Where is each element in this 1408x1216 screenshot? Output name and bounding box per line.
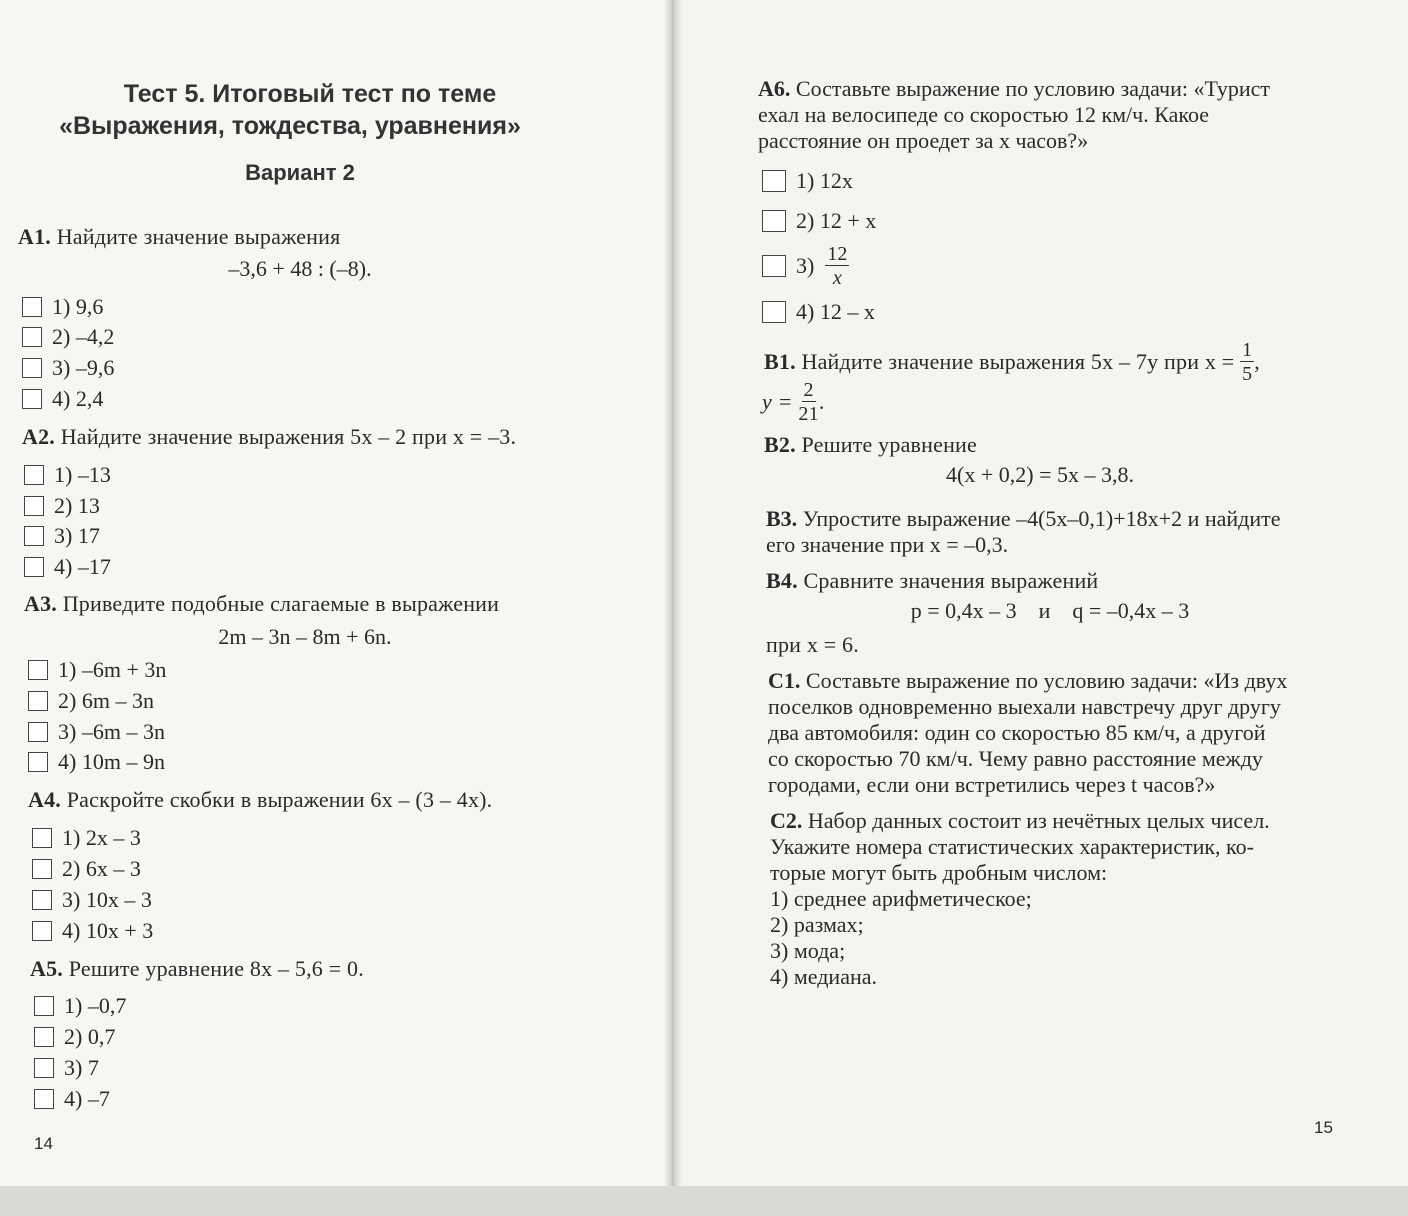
question-a3: [24, 591, 499, 617]
question-id: B3.: [766, 506, 798, 531]
question-text: Сравните значения выражений: [803, 568, 1099, 593]
checkbox[interactable]: [24, 557, 44, 577]
a1-option-4[interactable]: [22, 386, 103, 412]
test-title-line2: «Выражения, тождества, уравнения»: [59, 112, 521, 140]
checkbox[interactable]: [32, 921, 52, 941]
question-text-line: городами, если они встретились через t часов?»: [768, 772, 1216, 797]
question-c2: [770, 808, 1340, 990]
checkbox[interactable]: [24, 496, 44, 516]
question-text: Найдите значение выражения 5x – 2 при x = –3.: [60, 424, 517, 449]
book-gutter: [664, 0, 682, 1216]
fraction-denominator: 5: [1242, 363, 1253, 385]
question-id: B2.: [764, 432, 796, 457]
a3-expression: 2m – 3n – 8m + 6n.: [218, 624, 392, 649]
question-id: A6.: [758, 76, 791, 101]
page-number-left: 14: [34, 1134, 53, 1153]
question-id: C1.: [768, 668, 801, 693]
checkbox[interactable]: [32, 828, 52, 848]
question-text: Раскройте скобки в выражении 6x – (3 – 4x).: [66, 787, 493, 812]
checkbox[interactable]: [28, 691, 48, 711]
b4-condition: при x = 6.: [766, 632, 859, 657]
checkbox[interactable]: [24, 526, 44, 546]
a3-option-2[interactable]: [28, 688, 154, 714]
question-text-line: его значение при x = –0,3.: [766, 532, 1009, 557]
option-label: 3) –6m – 3n: [58, 719, 165, 744]
checkbox[interactable]: [762, 170, 786, 192]
a5-option-4[interactable]: [34, 1086, 110, 1112]
b1-x-fraction: [1240, 340, 1254, 384]
checkbox[interactable]: [762, 301, 786, 323]
checkbox[interactable]: [32, 890, 52, 910]
option-label: 4) –7: [64, 1086, 110, 1111]
question-text: Найдите значение выражения: [56, 224, 341, 249]
a6-option-1[interactable]: [762, 168, 853, 194]
option-label: 3) –9,6: [52, 355, 115, 380]
question-id: A1.: [18, 224, 51, 249]
option-label: 4) 2,4: [52, 386, 104, 411]
y-label: y =: [762, 389, 793, 414]
question-text: Найдите значение выражения 5x – 7y при x =: [801, 349, 1235, 374]
a2-option-1[interactable]: [24, 462, 111, 488]
option-label: 4) 12 – x: [796, 299, 875, 324]
option-label: 3) 10x – 3: [62, 887, 152, 912]
question-id: A5.: [30, 956, 63, 981]
a1-option-1[interactable]: [22, 294, 103, 320]
b2-equation: 4(x + 0,2) = 5x – 3,8.: [946, 462, 1134, 487]
question-text-line: расстояние он проедет за x часов?»: [758, 128, 1089, 153]
question-id: B1.: [764, 349, 796, 374]
option-label: 1) 9,6: [52, 294, 104, 319]
punctuation: .: [818, 389, 825, 414]
a5-option-2[interactable]: [34, 1024, 115, 1050]
option-label: 4) –17: [54, 554, 111, 579]
fraction-denominator: x: [832, 267, 842, 289]
question-a5: [30, 956, 364, 982]
a3-option-3[interactable]: [28, 719, 165, 745]
option-label: 4) 10x + 3: [62, 918, 154, 943]
checkbox[interactable]: [34, 1089, 54, 1109]
option-label: 1) –13: [54, 462, 111, 487]
question-a4: [28, 787, 492, 813]
checkbox[interactable]: [32, 859, 52, 879]
question-b3: [766, 506, 1336, 558]
fraction-numerator: 1: [1242, 339, 1253, 361]
question-id: A3.: [24, 591, 57, 616]
question-text-line: ехал на велосипеде со скоростью 12 км/ч. Какое: [758, 102, 1209, 127]
a1-option-2[interactable]: [22, 324, 114, 350]
a1-option-3[interactable]: [22, 355, 114, 381]
b1-y-fraction: [798, 380, 818, 424]
a5-option-1[interactable]: [34, 993, 126, 1019]
checkbox[interactable]: [28, 722, 48, 742]
checkbox[interactable]: [28, 660, 48, 680]
option-label: 3): [796, 253, 815, 278]
question-text: Приведите подобные слагаемые в выражении: [62, 591, 500, 616]
checkbox[interactable]: [22, 297, 42, 317]
a2-option-4[interactable]: [24, 554, 111, 580]
variant-label: Вариант 2: [245, 160, 355, 185]
question-text-line: поселков одновременно выехали навстречу друг другу: [768, 694, 1281, 719]
question-b1: [764, 340, 1260, 384]
option-label: 1) 12x: [796, 168, 853, 193]
option-label: 4) 10m – 9n: [58, 749, 165, 774]
a5-option-3[interactable]: [34, 1055, 99, 1081]
option-label: 1) –0,7: [64, 993, 127, 1018]
option-label: 1) –6m + 3n: [58, 657, 167, 682]
question-text-line: Упростите выражение –4(5x–0,1)+18x+2 и найдите: [802, 506, 1281, 531]
option-label: 2) 6x – 3: [62, 856, 141, 881]
checkbox[interactable]: [22, 358, 42, 378]
checkbox[interactable]: [24, 465, 44, 485]
page-number-right: 15: [1314, 1118, 1333, 1137]
checkbox[interactable]: [34, 1058, 54, 1078]
checkbox[interactable]: [34, 1027, 54, 1047]
a4-option-1[interactable]: [32, 825, 141, 851]
list-item: 3) мода;: [770, 938, 846, 963]
question-text-line: Укажите номера статистических характеристик, ко-: [770, 834, 1254, 859]
punctuation: ,: [1254, 349, 1260, 374]
a6-fraction: [825, 244, 849, 288]
question-b2: [764, 432, 977, 458]
a2-option-3[interactable]: [24, 523, 100, 549]
option-label: 2) –4,2: [52, 324, 115, 349]
a4-option-3[interactable]: [32, 887, 152, 913]
question-text-line: Составьте выражение по условию задачи: «Турист: [795, 76, 1270, 101]
question-a1: [18, 224, 340, 250]
fraction-denominator: 21: [798, 403, 819, 425]
question-a2: [22, 424, 516, 450]
list-item: 2) размах;: [770, 912, 864, 937]
question-text-line: два автомобиля: один со скоростью 85 км/ч, а другой: [768, 720, 1266, 745]
question-id: A4.: [28, 787, 61, 812]
option-label: 2) 13: [54, 493, 100, 518]
a6-option-3[interactable]: [762, 244, 849, 288]
question-text-line: со скоростью 70 км/ч. Чему равно расстояние между: [768, 746, 1263, 771]
list-item: 1) среднее арифметическое;: [770, 886, 1032, 911]
option-label: 2) 12 + x: [796, 208, 877, 233]
a1-expression: –3,6 + 48 : (–8).: [228, 256, 372, 281]
question-c1: [768, 668, 1338, 798]
list-item: 4) медиана.: [770, 964, 877, 989]
a3-option-4[interactable]: [28, 749, 165, 775]
option-label: 2) 0,7: [64, 1024, 116, 1049]
fraction-numerator: 12: [827, 243, 848, 265]
b4-expressions: p = 0,4x – 3 и q = –0,4x – 3: [910, 598, 1190, 623]
question-text: Решите уравнение 8x – 5,6 = 0.: [68, 956, 364, 981]
a4-option-2[interactable]: [32, 856, 141, 882]
fraction-numerator: 2: [803, 379, 814, 401]
question-text-line: Составьте выражение по условию задачи: «Из двух: [805, 668, 1288, 693]
option-label: 3) 7: [64, 1055, 99, 1080]
a2-option-2[interactable]: [24, 493, 100, 519]
a4-option-4[interactable]: [32, 918, 153, 944]
checkbox[interactable]: [34, 996, 54, 1016]
checkbox[interactable]: [762, 255, 786, 277]
question-id: C2.: [770, 808, 803, 833]
question-a6: [758, 76, 1318, 154]
option-label: 1) 2x – 3: [62, 825, 141, 850]
question-text: Решите уравнение: [801, 432, 977, 457]
question-id: B4.: [766, 568, 798, 593]
a3-option-1[interactable]: [28, 657, 166, 683]
b1-y-value: [762, 380, 825, 424]
a6-option-2[interactable]: [762, 208, 876, 234]
checkbox[interactable]: [22, 327, 42, 347]
checkbox[interactable]: [22, 389, 42, 409]
option-label: 2) 6m – 3n: [58, 688, 154, 713]
checkbox[interactable]: [762, 210, 786, 232]
checkbox[interactable]: [28, 752, 48, 772]
test-title-line1: Тест 5. Итоговый тест по теме: [123, 80, 497, 108]
question-b4: [766, 568, 1098, 594]
question-text-line: Набор данных состоит из нечётных целых чисел.: [807, 808, 1270, 833]
question-id: A2.: [22, 424, 55, 449]
question-text-line: торые могут быть дробным числом:: [770, 860, 1108, 885]
page-bottom-edge: [0, 1186, 1408, 1216]
option-label: 3) 17: [54, 523, 100, 548]
a6-option-4[interactable]: [762, 299, 875, 325]
